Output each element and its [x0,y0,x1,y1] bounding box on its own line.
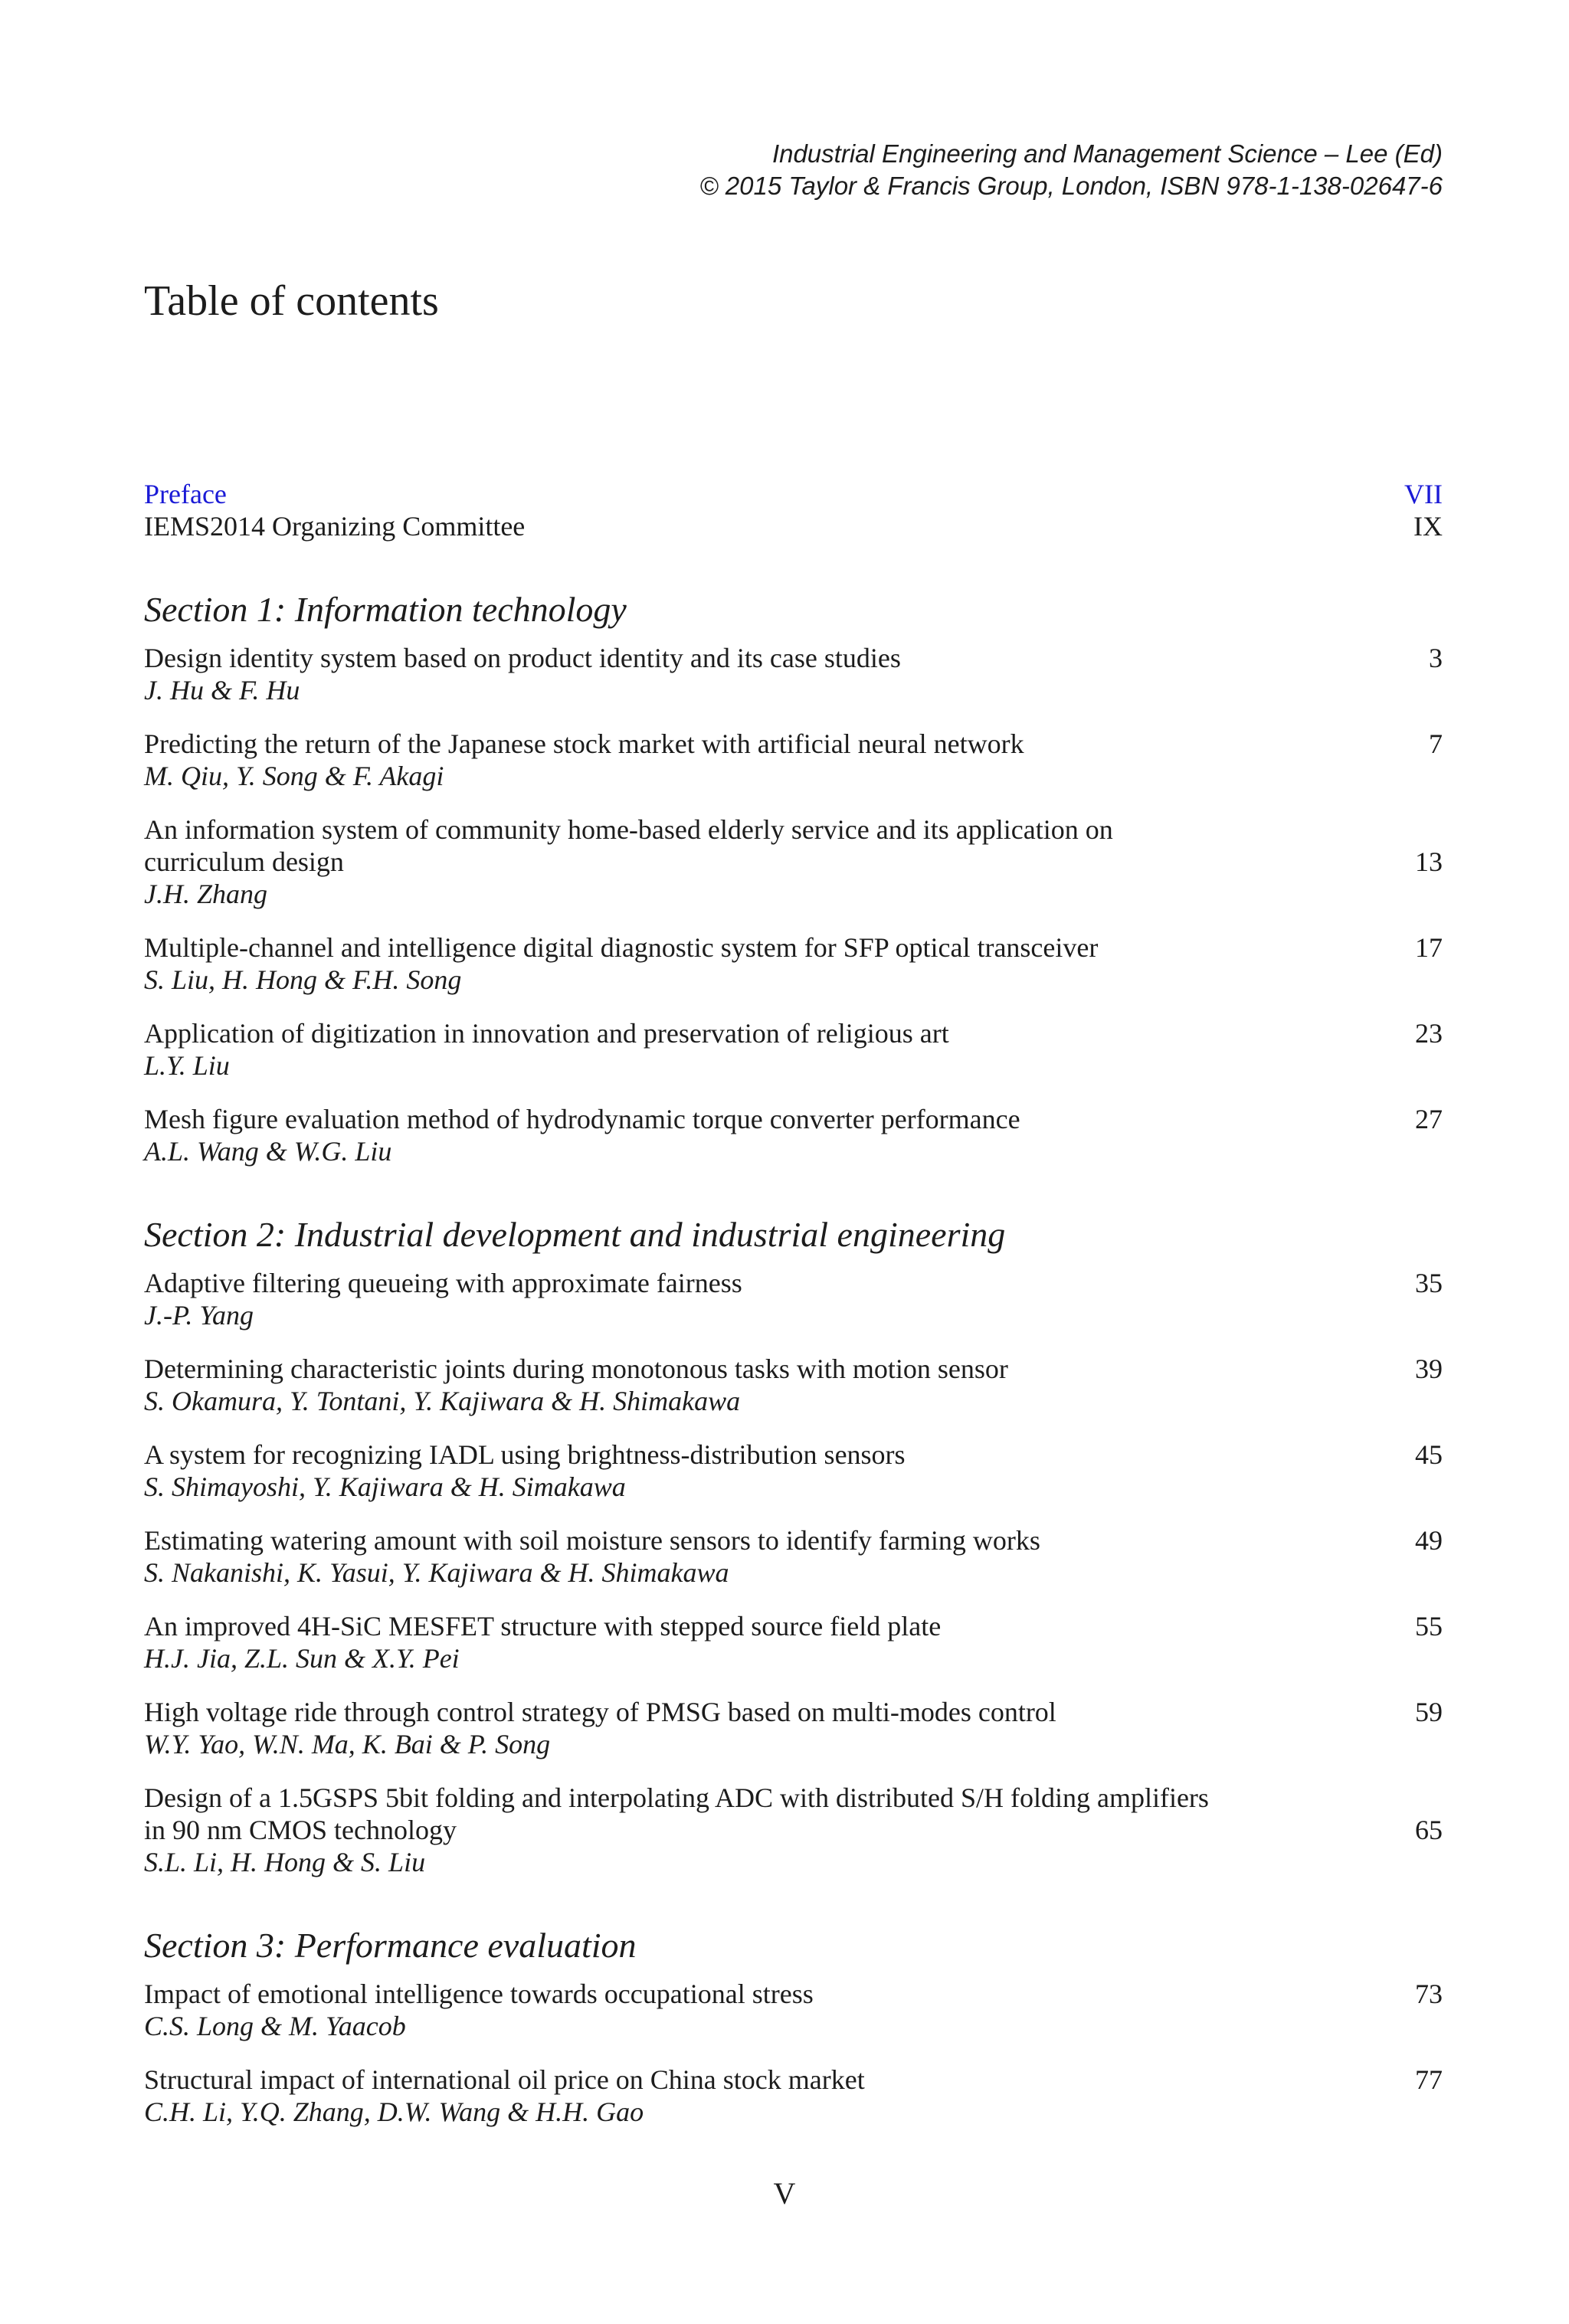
entry-authors: J.-P. Yang [144,1300,254,1331]
toc-entry [144,1439,1443,1503]
entry-authors: S. Nakanishi, K. Yasui, Y. Kajiwara & H. Shimakawa [144,1557,729,1588]
entry-page: 3 [1429,643,1443,673]
entry-page: 77 [1415,2064,1443,2095]
toc-entry [144,813,1443,910]
entry-page: 55 [1415,1611,1443,1642]
entry-title: Design identity system based on product identity and its case studies [144,643,901,673]
toc-front-item-label: IEMS2014 Organizing Committee [144,511,526,542]
entry-page: 27 [1415,1104,1443,1134]
entry-title: A system for recognizing IADL using brightness-distribution sensors [144,1439,906,1470]
entry-authors: W.Y. Yao, W.N. Ma, K. Bai & P. Song [144,1729,551,1759]
toc-entry [144,1782,1443,1878]
toc-entry [144,1267,1443,1331]
section-heading: Section 3: Performance evaluation [144,1926,637,1965]
entry-authors: J. Hu & F. Hu [144,675,300,705]
entry-authors: C.S. Long & M. Yaacob [144,2011,406,2041]
entry-authors: M. Qiu, Y. Song & F. Akagi [144,761,444,791]
entry-authors: S. Shimayoshi, Y. Kajiwara & H. Simakawa [144,1471,626,1502]
entry-title: Design of a 1.5GSPS 5bit folding and interpolating ADC with distributed S/H folding amplifiers in 90 nm CMOS technology [144,1782,1209,1845]
header-copyright: © 2015 Taylor & Francis Group, London, ISBN 978-1-138-02647-6 [699,172,1443,200]
entry-page: 7 [1429,728,1443,759]
toc-front-item-label[interactable]: Preface [144,479,227,509]
entry-title: Estimating watering amount with soil moisture sensors to identify farming works [144,1525,1040,1556]
toc-front-item-preface[interactable] [144,478,1443,510]
toc-entry [144,2064,1443,2128]
entry-authors: C.H. Li, Y.Q. Zhang, D.W. Wang & H.H. Gao [144,2097,644,2127]
entry-title: Impact of emotional intelligence towards occupational stress [144,1979,814,2009]
entry-page: 17 [1415,932,1443,963]
toc-entry [144,642,1443,706]
toc-entry [144,728,1443,792]
entry-page: 65 [1415,1815,1443,1845]
entry-authors: S. Liu, H. Hong & F.H. Song [144,964,462,995]
entry-page: 73 [1415,1979,1443,2009]
entry-authors: A.L. Wang & W.G. Liu [144,1136,392,1167]
entry-title: Mesh figure evaluation method of hydrodynamic torque converter performance [144,1104,1020,1134]
entry-page: 39 [1415,1353,1443,1384]
header-book-title: Industrial Engineering and Management Science – Lee (Ed) [771,139,1443,168]
section-heading: Section 1: Information technology [144,590,627,629]
page-title: Table of contents [144,277,439,325]
entry-page: 23 [1415,1018,1443,1049]
entry-title: Structural impact of international oil price on China stock market [144,2064,865,2095]
toc-entry [144,1103,1443,1167]
entry-authors: J.H. Zhang [144,879,267,909]
section-heading: Section 2: Industrial development and industrial engineering [144,1215,1006,1254]
entry-title: Multiple-channel and intelligence digital diagnostic system for SFP optical transceiver [144,932,1099,963]
entry-title: Adaptive filtering queueing with approximate fairness [144,1268,742,1298]
entry-title: High voltage ride through control strategy of PMSG based on multi-modes control [144,1697,1056,1727]
entry-authors: H.J. Jia, Z.L. Sun & X.Y. Pei [144,1643,460,1674]
toc-entry [144,1610,1443,1674]
entry-page: 13 [1415,846,1443,877]
page-number: V [773,2176,796,2211]
entry-title: Application of digitization in innovation and preservation of religious art [144,1018,949,1049]
toc-front-item-committee [144,510,1443,542]
entry-title: An information system of community home-based elderly service and its application on curriculum design [144,814,1113,877]
entry-authors: S.L. Li, H. Hong & S. Liu [144,1847,426,1877]
entry-page: 59 [1415,1697,1443,1727]
toc-entry [144,1524,1443,1589]
entry-page: 35 [1415,1268,1443,1298]
toc-entry [144,1353,1443,1417]
toc-entry [144,931,1443,996]
entry-authors: S. Okamura, Y. Tontani, Y. Kajiwara & H. Shimakawa [144,1386,741,1416]
entry-title: An improved 4H-SiC MESFET structure with stepped source field plate [144,1611,942,1642]
table-of-contents [144,478,1443,2149]
toc-entry [144,1978,1443,2042]
entry-page: 49 [1415,1525,1443,1556]
running-header [447,138,1443,202]
entry-page: 45 [1415,1439,1443,1470]
entry-authors: L.Y. Liu [144,1050,230,1081]
toc-entry [144,1696,1443,1760]
toc-entry [144,1017,1443,1082]
toc-front-item-page[interactable]: VII [1404,479,1443,509]
entry-title: Determining characteristic joints during monotonous tasks with motion sensor [144,1353,1008,1384]
toc-front-item-page: IX [1413,511,1443,542]
entry-title: Predicting the return of the Japanese stock market with artificial neural network [144,728,1024,759]
